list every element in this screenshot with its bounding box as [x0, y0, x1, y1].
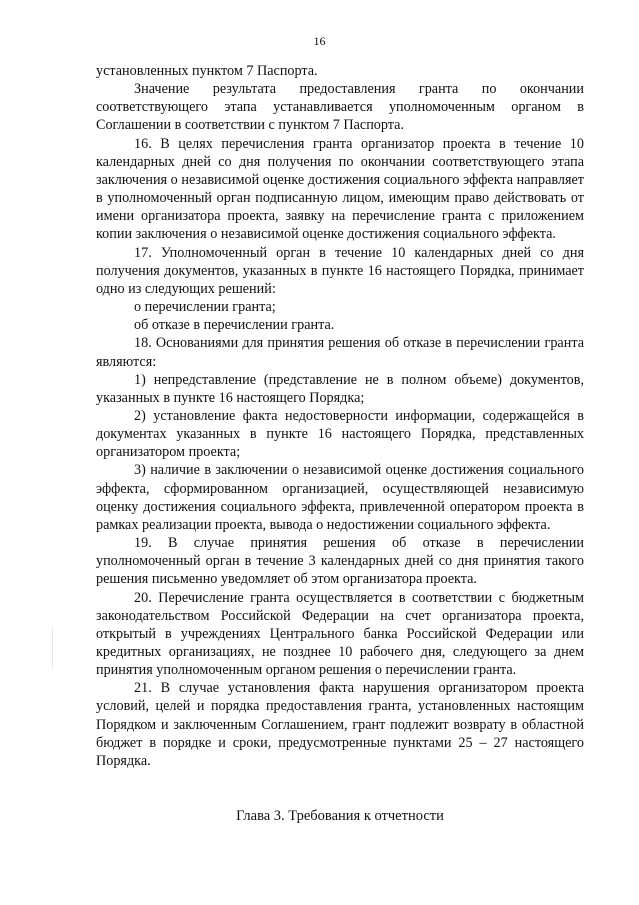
paragraph-clause-21: 21. В случае установления факта нарушения организатором проекта условий, целей и порядка предоставления гранта, установленных настоящим Порядком и заключенным Соглашением, грант подлежит возврату в областной бюджет в порядке и сроки, предусмотренные пунктами 25 – 27 настоящего Порядка. — [96, 680, 584, 769]
refusal-ground-2: 2) установление факта недостоверности информации, содержащейся в документах указанных в пункте 16 настоящего Порядка, представленных организатором проекта; — [96, 407, 584, 461]
decision-option-refusal: об отказе в перечислении гранта. — [134, 317, 335, 334]
paragraph-clause-18: 18. Основаниями для принятия решения об отказе в перечислении гранта являются: — [96, 335, 584, 370]
refusal-ground-1: 1) непредставление (представление не в полном объеме) документов, указанных в пункте 16 настоящего Порядка; — [96, 371, 584, 406]
paragraph-clause-20: 20. Перечисление гранта осуществляется в соответствии с бюджетным законодательством Российской Федерации на счет организатора проекта, открытый в учреждениях Центрального банка Российской Федерации или кредитных организациях, не позднее 10 рабочего дня, следующего за днем принятия уполномоченным органом решения о перечислении гранта. — [96, 589, 584, 679]
document-body — [96, 62, 584, 770]
page-number: 16 — [313, 34, 326, 48]
paragraph-result-value: Значение результата предоставления гранта по окончании соответствующего этапа устанавливается уполномоченным органом в Соглашении в соответствии с пунктом 7 Паспорта. — [96, 81, 584, 134]
chapter-heading: Глава 3. Требования к отчетности — [236, 808, 444, 824]
paragraph-clause-17: 17. Уполномоченный орган в течение 10 календарных дней со дня получения документов, указанных в пункте 16 настоящего Порядка, принимает одно из следующих решений: — [96, 244, 584, 297]
paragraph-clause-16: 16. В целях перечисления гранта организатор проекта в течение 10 календарных дней со дня получения по окончании соответствующего этапа заключения о независимой оценке достижения социального эффекта направляет в уполномоченный орган подписанную лицом, имеющим право действовать от имени организатора проекта, заявку на перечисление гранта с приложением копии заключения о независимой оценке достижения социального эффекта. — [96, 135, 584, 243]
decision-option-transfer: о перечислении гранта; — [134, 299, 276, 316]
paragraph-clause-19: 19. В случае принятия решения об отказе в перечислении уполномоченный орган в течение 3 календарных дней со дня принятия такого решения письменно уведомляет об этом организатора проекта. — [96, 535, 584, 588]
scan-margin-mark — [52, 628, 53, 668]
refusal-ground-3: 3) наличие в заключении о независимой оценке достижения социального эффекта, сформированном организацией, осуществляющей независимую оценку достижения социального эффекта, привлеченной оператором проекта в рамках реализации проекта, вывода о недостижении социального эффекта. — [96, 462, 584, 533]
paragraph-continuation: установленных пунктом 7 Паспорта. — [96, 63, 318, 79]
